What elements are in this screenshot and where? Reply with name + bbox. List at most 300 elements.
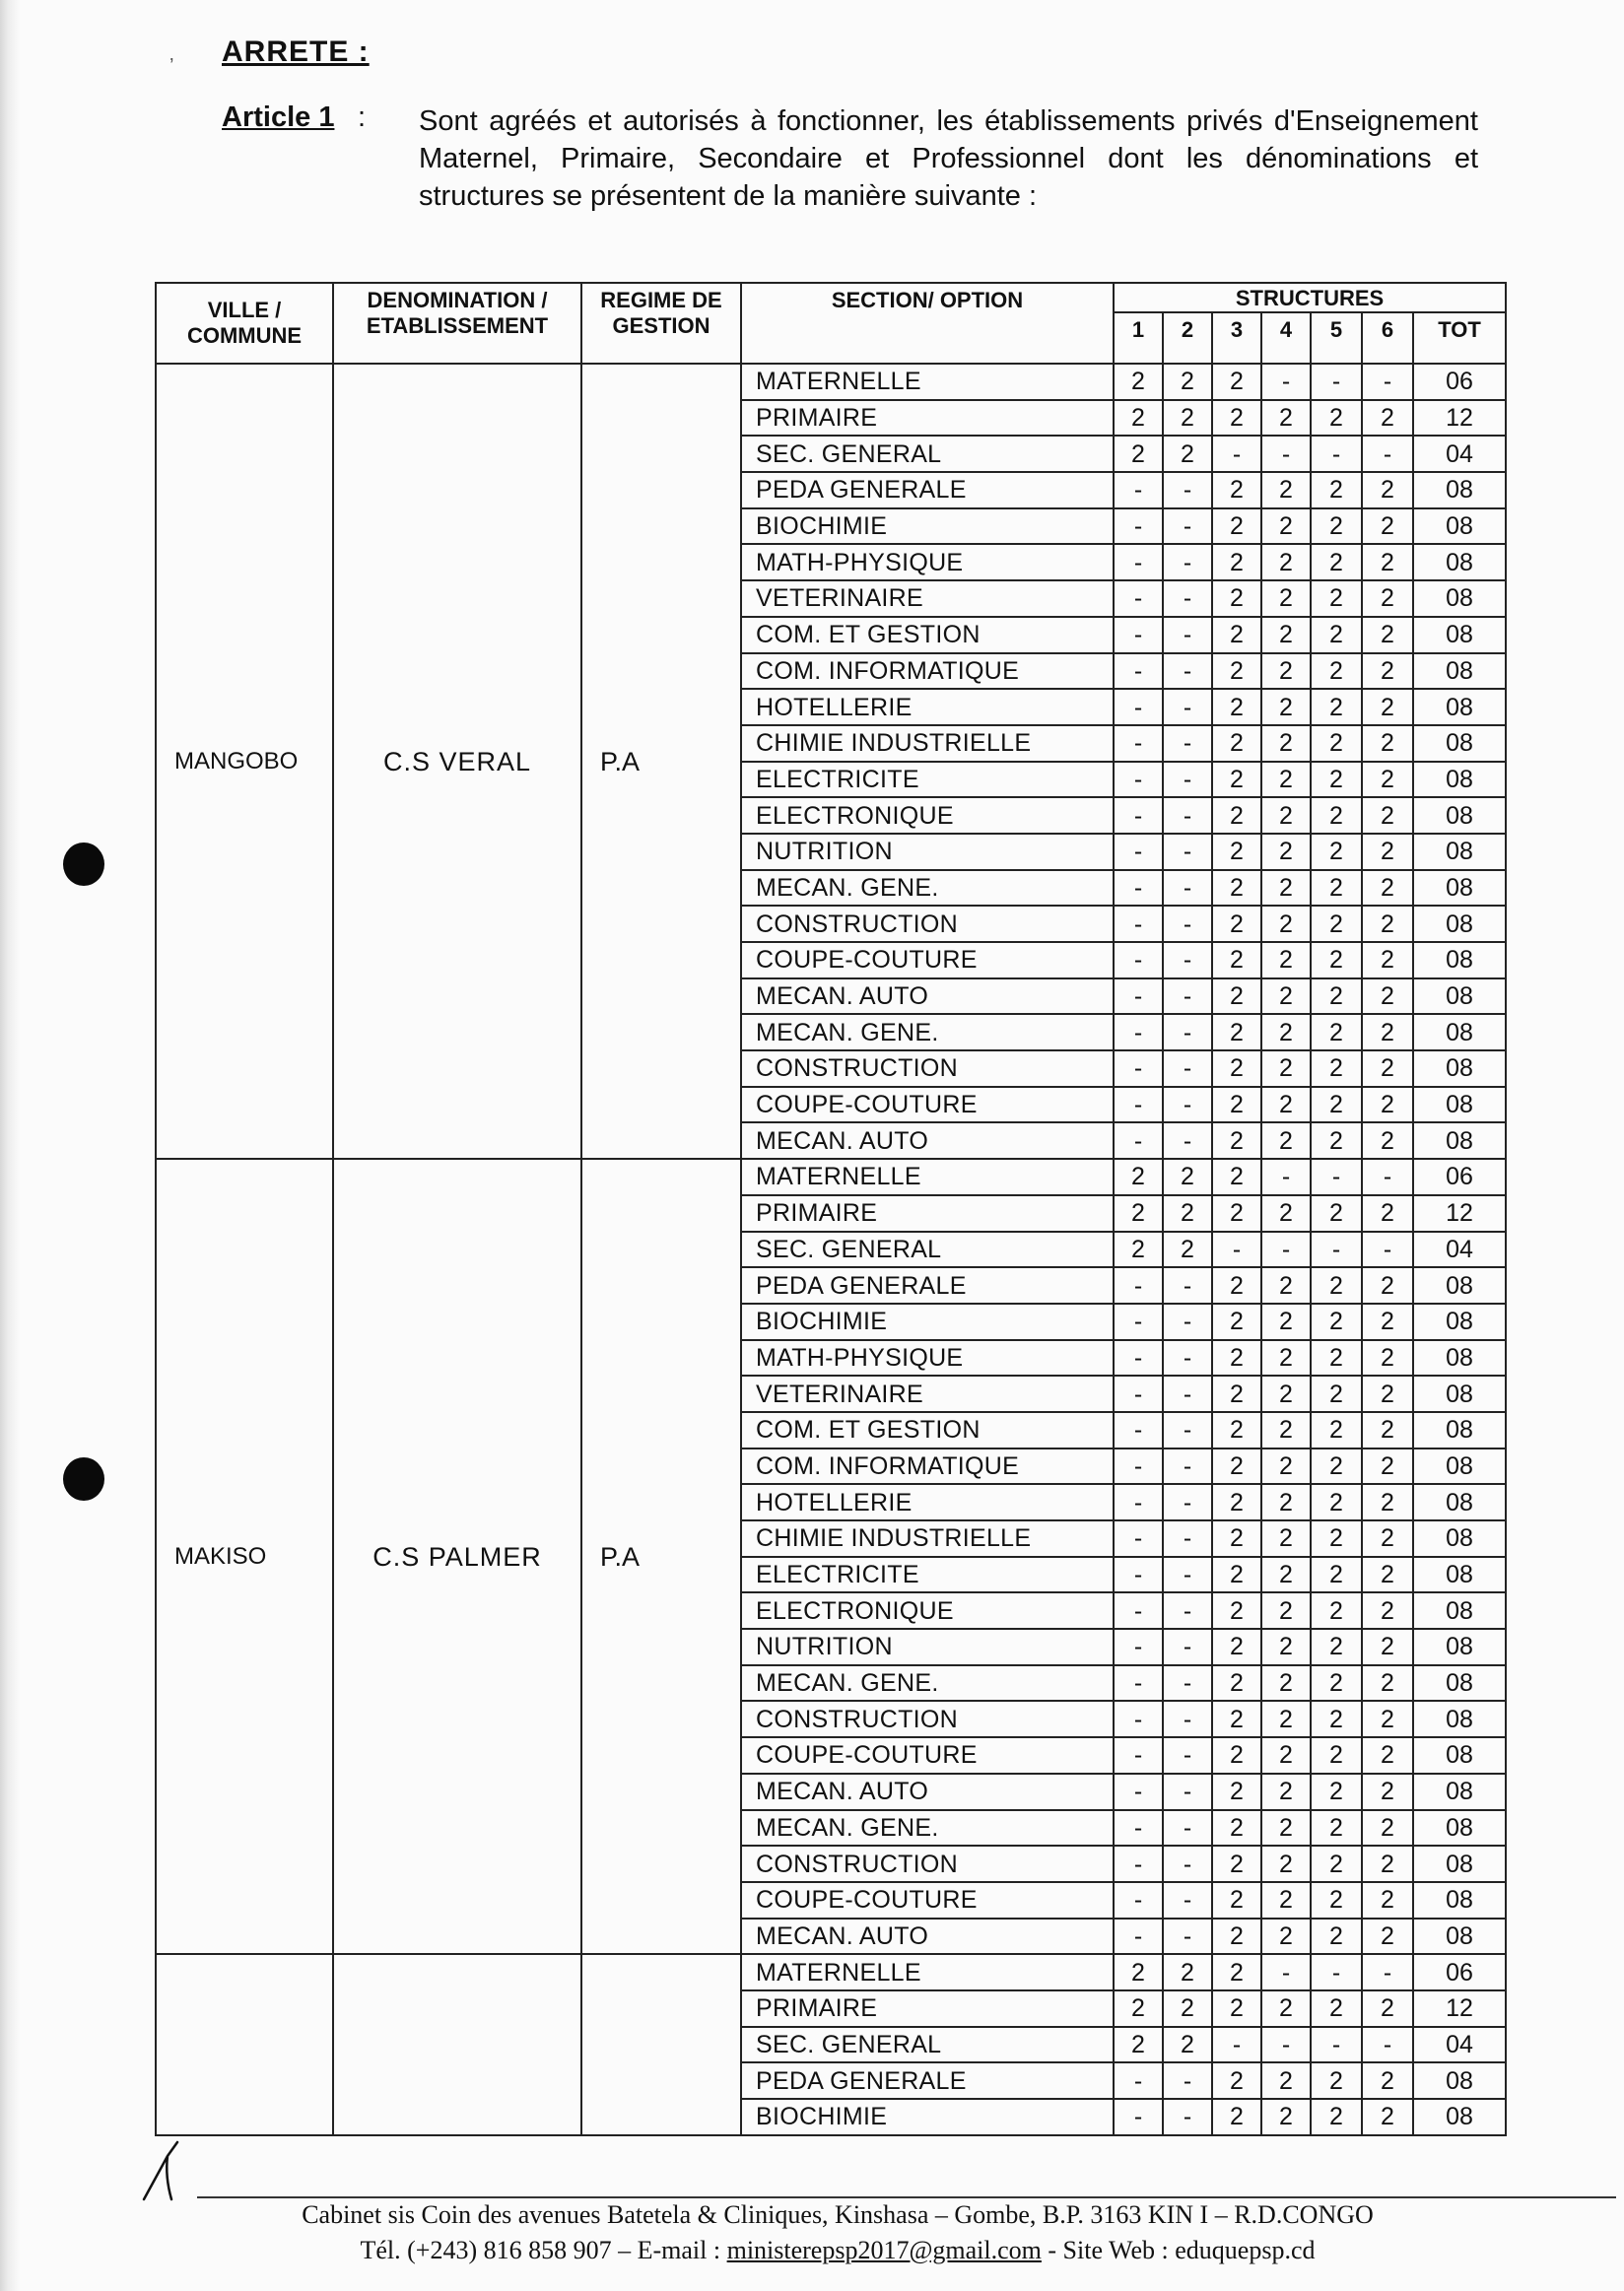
cell-structure-4: 2 <box>1261 762 1311 798</box>
cell-total: 08 <box>1413 544 1506 580</box>
cell-total: 08 <box>1413 580 1506 617</box>
cell-total: 08 <box>1413 1520 1506 1557</box>
header-denomination: DENOMINATION / ETABLISSEMENT <box>333 283 581 364</box>
cell-section: HOTELLERIE <box>741 1484 1114 1520</box>
cell-structure-6: 2 <box>1362 1990 1413 2027</box>
cell-structure-2: 2 <box>1163 1159 1212 1195</box>
cell-structure-3: 2 <box>1212 1449 1261 1485</box>
header-col-3: 3 <box>1212 312 1261 364</box>
cell-structure-2: - <box>1163 1882 1212 1919</box>
cell-structure-5: 2 <box>1311 1629 1362 1665</box>
cell-structure-4: 2 <box>1261 1304 1311 1340</box>
structures-table <box>155 282 1507 2136</box>
cell-total: 04 <box>1413 436 1506 472</box>
cell-section: CONSTRUCTION <box>741 1846 1114 1882</box>
cell-structure-5: 2 <box>1311 797 1362 834</box>
cell-structure-4: 2 <box>1261 906 1311 942</box>
cell-structure-6: 2 <box>1362 580 1413 617</box>
cell-structure-6: 2 <box>1362 1882 1413 1919</box>
cell-total: 08 <box>1413 1737 1506 1774</box>
footer-phone: Tél. (+243) 816 858 907 – E-mail : <box>360 2236 727 2264</box>
cell-structure-4: 2 <box>1261 617 1311 653</box>
cell-section: MECAN. AUTO <box>741 978 1114 1015</box>
cell-structure-3: - <box>1212 436 1261 472</box>
cell-structure-3: 2 <box>1212 1304 1261 1340</box>
cell-section: VETERINAIRE <box>741 1376 1114 1412</box>
cell-structure-4: 2 <box>1261 1267 1311 1304</box>
cell-structure-2: - <box>1163 725 1212 762</box>
article-label: Article 1 <box>222 101 335 133</box>
cell-structure-1: 2 <box>1114 364 1163 400</box>
cell-structure-5: - <box>1311 364 1362 400</box>
cell-structure-4: - <box>1261 1954 1311 1990</box>
cell-section: COM. INFORMATIQUE <box>741 1449 1114 1485</box>
cell-structure-6: 2 <box>1362 1050 1413 1087</box>
cell-structure-6: 2 <box>1362 870 1413 907</box>
cell-structure-4: 2 <box>1261 1629 1311 1665</box>
cell-regime: P.A <box>581 364 741 1159</box>
cell-structure-6: 2 <box>1362 797 1413 834</box>
cell-structure-6: 2 <box>1362 1449 1413 1485</box>
cell-structure-6: 2 <box>1362 1557 1413 1593</box>
cell-structure-4: 2 <box>1261 1592 1311 1629</box>
cell-total: 08 <box>1413 870 1506 907</box>
cell-section: PRIMAIRE <box>741 1990 1114 2027</box>
cell-total: 08 <box>1413 942 1506 978</box>
cell-structure-2: - <box>1163 1592 1212 1629</box>
cell-section: MECAN. AUTO <box>741 1919 1114 1955</box>
cell-total: 08 <box>1413 834 1506 870</box>
cell-section: MECAN. AUTO <box>741 1122 1114 1159</box>
cell-total: 12 <box>1413 1195 1506 1232</box>
cell-structure-3: 2 <box>1212 1014 1261 1050</box>
cell-structure-3: 2 <box>1212 1701 1261 1737</box>
cell-section: COM. ET GESTION <box>741 617 1114 653</box>
cell-structure-6: 2 <box>1362 1919 1413 1955</box>
cell-structure-4: 2 <box>1261 1014 1311 1050</box>
cell-total: 08 <box>1413 1267 1506 1304</box>
cell-structure-5: 2 <box>1311 906 1362 942</box>
cell-structure-4: 2 <box>1261 978 1311 1015</box>
cell-total: 08 <box>1413 1412 1506 1449</box>
cell-section: MATERNELLE <box>741 1159 1114 1195</box>
cell-structure-6: 2 <box>1362 472 1413 508</box>
cell-structure-2: - <box>1163 1737 1212 1774</box>
cell-structure-1: - <box>1114 1087 1163 1123</box>
cell-structure-2: 2 <box>1163 1232 1212 1268</box>
cell-structure-1: 2 <box>1114 1232 1163 1268</box>
cell-structure-6: 2 <box>1362 1520 1413 1557</box>
cell-total: 08 <box>1413 906 1506 942</box>
cell-structure-5: 2 <box>1311 1412 1362 1449</box>
cell-structure-5: 2 <box>1311 580 1362 617</box>
cell-structure-6: 2 <box>1362 653 1413 690</box>
cell-structure-1: - <box>1114 1665 1163 1702</box>
cell-structure-1: - <box>1114 906 1163 942</box>
cell-structure-5: 2 <box>1311 1087 1362 1123</box>
cell-structure-5: 2 <box>1311 1340 1362 1377</box>
cell-structure-5: 2 <box>1311 1701 1362 1737</box>
cell-structure-4: - <box>1261 2027 1311 2063</box>
cell-structure-3: 2 <box>1212 400 1261 437</box>
cell-section: ELECTRONIQUE <box>741 1592 1114 1629</box>
cell-structure-5: 2 <box>1311 1304 1362 1340</box>
cell-structure-1: - <box>1114 870 1163 907</box>
cell-structure-4: - <box>1261 1159 1311 1195</box>
cell-section: ELECTRONIQUE <box>741 797 1114 834</box>
cell-structure-1: - <box>1114 1412 1163 1449</box>
cell-structure-3: 2 <box>1212 1195 1261 1232</box>
cell-structure-1: - <box>1114 1376 1163 1412</box>
cell-structure-4: 2 <box>1261 1195 1311 1232</box>
cell-structure-5: 2 <box>1311 1267 1362 1304</box>
cell-structure-5: 2 <box>1311 725 1362 762</box>
cell-structure-3: 2 <box>1212 1050 1261 1087</box>
cell-structure-1: - <box>1114 1846 1163 1882</box>
cell-structure-5: 2 <box>1311 834 1362 870</box>
cell-structure-2: - <box>1163 942 1212 978</box>
cell-structure-1: - <box>1114 1050 1163 1087</box>
cell-section: ELECTRICITE <box>741 762 1114 798</box>
cell-structure-5: - <box>1311 1159 1362 1195</box>
cell-total: 08 <box>1413 1340 1506 1377</box>
cell-section: MATERNELLE <box>741 364 1114 400</box>
cell-structure-2: - <box>1163 1774 1212 1810</box>
cell-total: 08 <box>1413 1629 1506 1665</box>
cell-structure-3: - <box>1212 2027 1261 2063</box>
cell-structure-3: 2 <box>1212 2062 1261 2099</box>
cell-structure-4: 2 <box>1261 1737 1311 1774</box>
cell-structure-6: 2 <box>1362 1737 1413 1774</box>
cell-structure-6: 2 <box>1362 1665 1413 1702</box>
cell-denomination: C.S VERAL <box>333 364 581 1159</box>
cell-structure-6: 2 <box>1362 906 1413 942</box>
cell-section: COUPE-COUTURE <box>741 1737 1114 1774</box>
cell-structure-2: - <box>1163 1304 1212 1340</box>
cell-structure-5: 2 <box>1311 544 1362 580</box>
cell-structure-2: - <box>1163 1629 1212 1665</box>
cell-structure-2: 2 <box>1163 400 1212 437</box>
cell-structure-4: 2 <box>1261 689 1311 725</box>
cell-section: VETERINAIRE <box>741 580 1114 617</box>
cell-structure-4: 2 <box>1261 1520 1311 1557</box>
cell-structure-4: - <box>1261 436 1311 472</box>
cell-structure-2: - <box>1163 906 1212 942</box>
cell-total: 08 <box>1413 2062 1506 2099</box>
cell-total: 08 <box>1413 1087 1506 1123</box>
cell-total: 04 <box>1413 2027 1506 2063</box>
cell-total: 06 <box>1413 1159 1506 1195</box>
cell-structure-4: 2 <box>1261 2099 1311 2135</box>
cell-structure-2: - <box>1163 580 1212 617</box>
cell-structure-1: - <box>1114 544 1163 580</box>
cell-section: NUTRITION <box>741 1629 1114 1665</box>
cell-structure-3: 2 <box>1212 1484 1261 1520</box>
cell-structure-5: 2 <box>1311 1050 1362 1087</box>
cell-structure-6: 2 <box>1362 978 1413 1015</box>
table-row <box>156 1954 1506 1990</box>
cell-total: 08 <box>1413 1810 1506 1847</box>
cell-denomination: C.S PALMER <box>333 1159 581 1954</box>
cell-structure-1: 2 <box>1114 1990 1163 2027</box>
cell-structure-6: 2 <box>1362 725 1413 762</box>
cell-section: ELECTRICITE <box>741 1557 1114 1593</box>
cell-structure-3: 2 <box>1212 472 1261 508</box>
cell-section: SEC. GENERAL <box>741 436 1114 472</box>
cell-structure-5: - <box>1311 1232 1362 1268</box>
article-colon: : <box>358 101 367 133</box>
cell-structure-2: - <box>1163 1846 1212 1882</box>
cell-structure-4: - <box>1261 1232 1311 1268</box>
cell-structure-5: 2 <box>1311 400 1362 437</box>
cell-structure-2: - <box>1163 617 1212 653</box>
cell-section: COM. ET GESTION <box>741 1412 1114 1449</box>
cell-structure-1: - <box>1114 1629 1163 1665</box>
cell-structure-4: 2 <box>1261 1557 1311 1593</box>
header-col-4: 4 <box>1261 312 1311 364</box>
cell-total: 08 <box>1413 1376 1506 1412</box>
cell-structure-4: 2 <box>1261 1774 1311 1810</box>
cell-structure-3: 2 <box>1212 1810 1261 1847</box>
cell-structure-1: - <box>1114 1592 1163 1629</box>
cell-structure-3: 2 <box>1212 1376 1261 1412</box>
cell-structure-3: 2 <box>1212 689 1261 725</box>
cell-structure-1: - <box>1114 653 1163 690</box>
cell-structure-5: 2 <box>1311 1376 1362 1412</box>
cell-structure-2: - <box>1163 1087 1212 1123</box>
cell-structure-6: 2 <box>1362 617 1413 653</box>
cell-structure-5: 2 <box>1311 1810 1362 1847</box>
cell-structure-4: 2 <box>1261 1340 1311 1377</box>
cell-section: BIOCHIMIE <box>741 508 1114 545</box>
cell-section: MATH-PHYSIQUE <box>741 544 1114 580</box>
cell-structure-1: 2 <box>1114 1195 1163 1232</box>
cell-structure-6: 2 <box>1362 942 1413 978</box>
cell-total: 06 <box>1413 1954 1506 1990</box>
cell-section: MATH-PHYSIQUE <box>741 1340 1114 1377</box>
cell-structure-3: 2 <box>1212 1954 1261 1990</box>
cell-structure-3: 2 <box>1212 617 1261 653</box>
cell-structure-5: 2 <box>1311 1449 1362 1485</box>
cell-structure-2: - <box>1163 1701 1212 1737</box>
cell-structure-1: 2 <box>1114 436 1163 472</box>
cell-structure-3: 2 <box>1212 834 1261 870</box>
cell-structure-3: 2 <box>1212 1919 1261 1955</box>
cell-structure-2: - <box>1163 1050 1212 1087</box>
cell-structure-2: - <box>1163 1340 1212 1377</box>
cell-total: 08 <box>1413 653 1506 690</box>
cell-structure-1: - <box>1114 617 1163 653</box>
cell-structure-1: - <box>1114 1520 1163 1557</box>
cell-total: 08 <box>1413 1557 1506 1593</box>
cell-structure-5: 2 <box>1311 1990 1362 2027</box>
cell-structure-1: 2 <box>1114 1159 1163 1195</box>
cell-structure-5: 2 <box>1311 2062 1362 2099</box>
cell-structure-6: 2 <box>1362 1195 1413 1232</box>
cell-total: 08 <box>1413 978 1506 1015</box>
cell-structure-1: - <box>1114 1449 1163 1485</box>
cell-structure-1: - <box>1114 472 1163 508</box>
cell-total: 08 <box>1413 472 1506 508</box>
cell-structure-6: 2 <box>1362 1629 1413 1665</box>
cell-denomination <box>333 1954 581 2134</box>
cell-section: SEC. GENERAL <box>741 1232 1114 1268</box>
cell-structure-3: 2 <box>1212 1629 1261 1665</box>
cell-ville: MANGOBO <box>156 364 333 1159</box>
cell-structure-5: 2 <box>1311 1557 1362 1593</box>
cell-structure-3: 2 <box>1212 1882 1261 1919</box>
cell-structure-5: 2 <box>1311 508 1362 545</box>
cell-structure-6: 2 <box>1362 1014 1413 1050</box>
cell-structure-3: 2 <box>1212 653 1261 690</box>
cell-structure-4: 2 <box>1261 580 1311 617</box>
cell-structure-5: 2 <box>1311 653 1362 690</box>
cell-structure-5: 2 <box>1311 1195 1362 1232</box>
cell-total: 08 <box>1413 1014 1506 1050</box>
cell-structure-4: 2 <box>1261 1412 1311 1449</box>
cell-structure-1: - <box>1114 1014 1163 1050</box>
cell-structure-6: 2 <box>1362 1122 1413 1159</box>
cell-structure-3: 2 <box>1212 762 1261 798</box>
cell-regime: P.A <box>581 1159 741 1954</box>
cell-total: 06 <box>1413 364 1506 400</box>
cell-total: 08 <box>1413 2099 1506 2135</box>
cell-structure-4: 2 <box>1261 1050 1311 1087</box>
cell-structure-3: 2 <box>1212 1412 1261 1449</box>
cell-structure-1: - <box>1114 1484 1163 1520</box>
cell-total: 12 <box>1413 1990 1506 2027</box>
cell-structure-3: 2 <box>1212 1087 1261 1123</box>
cell-structure-2: - <box>1163 472 1212 508</box>
cell-section: PRIMAIRE <box>741 1195 1114 1232</box>
cell-total: 08 <box>1413 1122 1506 1159</box>
cell-structure-6: 2 <box>1362 2062 1413 2099</box>
cell-structure-4: 2 <box>1261 1665 1311 1702</box>
cell-section: CONSTRUCTION <box>741 1050 1114 1087</box>
table-row <box>156 1159 1506 1195</box>
cell-structure-4: 2 <box>1261 400 1311 437</box>
footer-email-link[interactable]: ministerepsp2017@gmail.com <box>726 2236 1042 2264</box>
cell-structure-3: 2 <box>1212 1340 1261 1377</box>
punch-hole-top <box>63 842 104 886</box>
cell-ville: MAKISO <box>156 1159 333 1954</box>
cell-structure-6: 2 <box>1362 834 1413 870</box>
cell-section: MECAN. GENE. <box>741 1014 1114 1050</box>
cell-structure-1: - <box>1114 1810 1163 1847</box>
cell-structure-3: 2 <box>1212 906 1261 942</box>
cell-section: BIOCHIMIE <box>741 1304 1114 1340</box>
cell-structure-6: 2 <box>1362 1774 1413 1810</box>
cell-structure-3: 2 <box>1212 1665 1261 1702</box>
cell-structure-6: - <box>1362 364 1413 400</box>
cell-structure-1: - <box>1114 580 1163 617</box>
cell-structure-1: - <box>1114 1340 1163 1377</box>
cell-structure-4: 2 <box>1261 472 1311 508</box>
cell-structure-6: - <box>1362 1954 1413 1990</box>
cell-section: CONSTRUCTION <box>741 906 1114 942</box>
cell-structure-4: 2 <box>1261 1919 1311 1955</box>
cell-structure-6: 2 <box>1362 762 1413 798</box>
cell-structure-2: 2 <box>1163 1990 1212 2027</box>
cell-section: COUPE-COUTURE <box>741 942 1114 978</box>
cell-structure-6: - <box>1362 1232 1413 1268</box>
cell-structure-3: 2 <box>1212 942 1261 978</box>
cell-structure-6: 2 <box>1362 508 1413 545</box>
cell-structure-4: 2 <box>1261 1701 1311 1737</box>
cell-structure-4: 2 <box>1261 1990 1311 2027</box>
cell-section: COUPE-COUTURE <box>741 1882 1114 1919</box>
cell-structure-3: 2 <box>1212 544 1261 580</box>
cell-structure-4: 2 <box>1261 1449 1311 1485</box>
cell-section: MECAN. GENE. <box>741 1665 1114 1702</box>
header-structures: STRUCTURES <box>1114 283 1506 312</box>
cell-structure-4: - <box>1261 364 1311 400</box>
cell-structure-1: - <box>1114 1919 1163 1955</box>
cell-total: 08 <box>1413 508 1506 545</box>
cell-structure-2: - <box>1163 1484 1212 1520</box>
cell-structure-3: 2 <box>1212 580 1261 617</box>
cell-structure-2: - <box>1163 870 1212 907</box>
cell-total: 08 <box>1413 762 1506 798</box>
cell-structure-6: 2 <box>1362 1810 1413 1847</box>
cell-structure-5: 2 <box>1311 870 1362 907</box>
cell-structure-6: 2 <box>1362 1701 1413 1737</box>
cell-ville <box>156 1954 333 2134</box>
cell-structure-5: - <box>1311 2027 1362 2063</box>
cell-section: PEDA GENERALE <box>741 472 1114 508</box>
cell-structure-2: - <box>1163 2099 1212 2135</box>
header-col-5: 5 <box>1311 312 1362 364</box>
cell-structure-5: - <box>1311 436 1362 472</box>
cell-structure-6: 2 <box>1362 689 1413 725</box>
cell-section: NUTRITION <box>741 834 1114 870</box>
table-row <box>156 364 1506 400</box>
cell-structure-1: - <box>1114 1304 1163 1340</box>
cell-structure-3: 2 <box>1212 1267 1261 1304</box>
cell-structure-5: 2 <box>1311 689 1362 725</box>
cell-structure-5: 2 <box>1311 2099 1362 2135</box>
page-heading: ARRETE : <box>222 35 370 68</box>
cell-structure-5: 2 <box>1311 1122 1362 1159</box>
cell-structure-6: 2 <box>1362 1304 1413 1340</box>
cell-structure-4: 2 <box>1261 1376 1311 1412</box>
cell-structure-3: - <box>1212 1232 1261 1268</box>
footer <box>148 2197 1527 2268</box>
cell-structure-3: 2 <box>1212 1592 1261 1629</box>
cell-section: MECAN. GENE. <box>741 1810 1114 1847</box>
table-body <box>156 364 1506 2135</box>
cell-structure-2: - <box>1163 1520 1212 1557</box>
cell-structure-2: 2 <box>1163 1954 1212 1990</box>
cell-structure-5: 2 <box>1311 1520 1362 1557</box>
cell-structure-5: 2 <box>1311 1919 1362 1955</box>
scan-edge-shadow <box>0 0 20 2291</box>
cell-structure-2: - <box>1163 508 1212 545</box>
cell-structure-6: 2 <box>1362 1340 1413 1377</box>
cell-structure-5: 2 <box>1311 1882 1362 1919</box>
cell-structure-3: 2 <box>1212 1557 1261 1593</box>
footer-contact <box>148 2233 1527 2268</box>
cell-total: 04 <box>1413 1232 1506 1268</box>
cell-structure-2: - <box>1163 1412 1212 1449</box>
cell-structure-2: - <box>1163 1810 1212 1847</box>
cell-structure-1: - <box>1114 1122 1163 1159</box>
cell-structure-5: 2 <box>1311 762 1362 798</box>
cell-structure-2: - <box>1163 797 1212 834</box>
cell-structure-1: - <box>1114 942 1163 978</box>
cell-structure-1: - <box>1114 834 1163 870</box>
cell-section: SEC. GENERAL <box>741 2027 1114 2063</box>
